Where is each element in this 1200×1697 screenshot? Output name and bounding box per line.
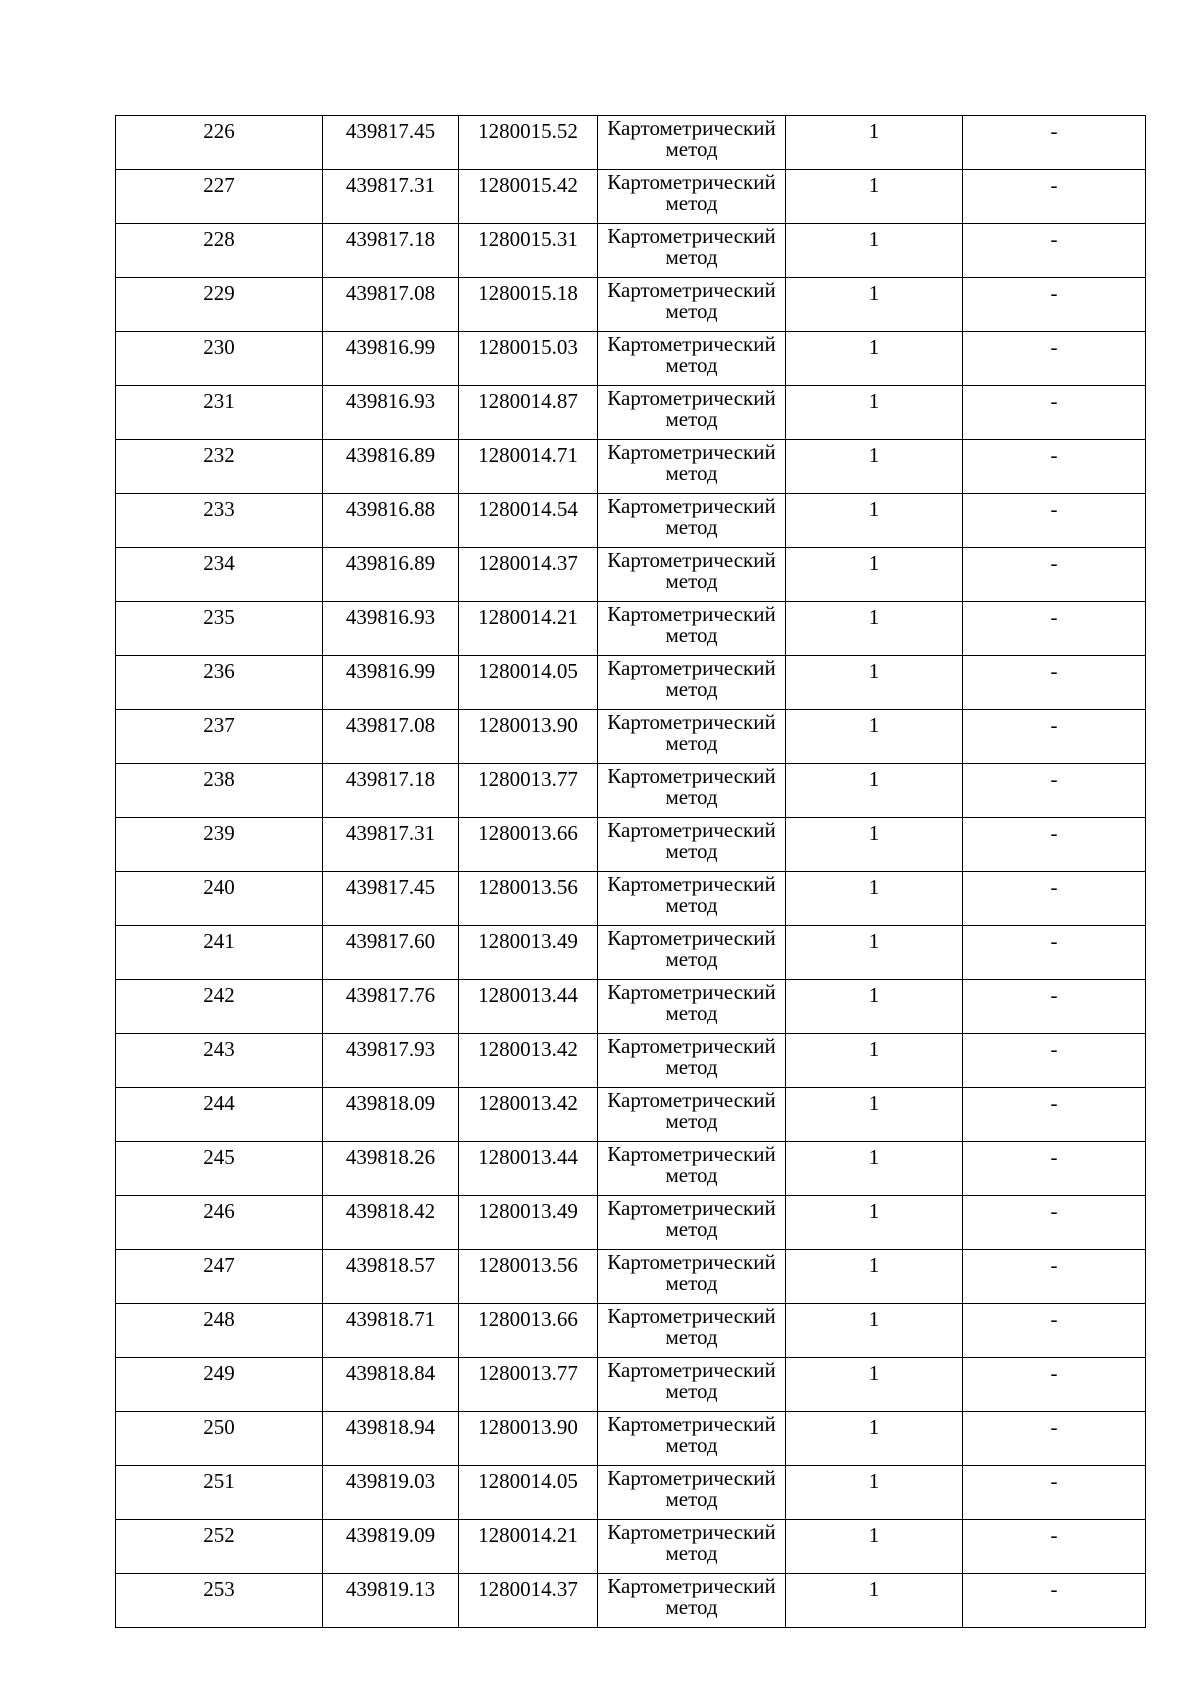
accuracy-cell: 1 [786, 1574, 963, 1628]
x-coordinate-cell: 439816.99 [323, 332, 459, 386]
note-cell: - [963, 548, 1146, 602]
table-row [116, 1142, 1146, 1196]
x-coordinate-cell: 439818.84 [323, 1358, 459, 1412]
point-number-cell: 244 [116, 1088, 323, 1142]
y-coordinate-cell: 1280015.52 [459, 116, 598, 170]
x-coordinate-cell: 439816.99 [323, 656, 459, 710]
accuracy-cell: 1 [786, 332, 963, 386]
method-cell: Картометрический метод [598, 116, 786, 170]
table-row [116, 1088, 1146, 1142]
y-coordinate-cell: 1280014.05 [459, 656, 598, 710]
point-number-cell: 248 [116, 1304, 323, 1358]
table-row [116, 440, 1146, 494]
note-cell: - [963, 1196, 1146, 1250]
accuracy-cell: 1 [786, 1466, 963, 1520]
y-coordinate-cell: 1280014.87 [459, 386, 598, 440]
point-number-cell: 247 [116, 1250, 323, 1304]
y-coordinate-cell: 1280015.03 [459, 332, 598, 386]
point-number-cell: 231 [116, 386, 323, 440]
x-coordinate-cell: 439817.18 [323, 764, 459, 818]
point-number-cell: 246 [116, 1196, 323, 1250]
note-cell: - [963, 1520, 1146, 1574]
note-cell: - [963, 1304, 1146, 1358]
method-cell: Картометрический метод [598, 818, 786, 872]
accuracy-cell: 1 [786, 1196, 963, 1250]
note-cell: - [963, 332, 1146, 386]
x-coordinate-cell: 439817.31 [323, 818, 459, 872]
y-coordinate-cell: 1280014.37 [459, 1574, 598, 1628]
x-coordinate-cell: 439816.88 [323, 494, 459, 548]
y-coordinate-cell: 1280014.21 [459, 1520, 598, 1574]
x-coordinate-cell: 439819.03 [323, 1466, 459, 1520]
method-cell: Картометрический метод [598, 494, 786, 548]
table-row [116, 1520, 1146, 1574]
method-cell: Картометрический метод [598, 602, 786, 656]
note-cell: - [963, 170, 1146, 224]
x-coordinate-cell: 439817.45 [323, 872, 459, 926]
method-cell: Картометрический метод [598, 278, 786, 332]
accuracy-cell: 1 [786, 440, 963, 494]
y-coordinate-cell: 1280013.56 [459, 872, 598, 926]
method-cell: Картометрический метод [598, 386, 786, 440]
table-row [116, 548, 1146, 602]
table-row [116, 1034, 1146, 1088]
y-coordinate-cell: 1280014.71 [459, 440, 598, 494]
x-coordinate-cell: 439817.76 [323, 980, 459, 1034]
note-cell: - [963, 926, 1146, 980]
accuracy-cell: 1 [786, 818, 963, 872]
method-cell: Картометрический метод [598, 1466, 786, 1520]
accuracy-cell: 1 [786, 1088, 963, 1142]
point-number-cell: 251 [116, 1466, 323, 1520]
table-row [116, 1574, 1146, 1628]
x-coordinate-cell: 439818.94 [323, 1412, 459, 1466]
note-cell: - [963, 440, 1146, 494]
method-cell: Картометрический метод [598, 440, 786, 494]
table-row [116, 1196, 1146, 1250]
x-coordinate-cell: 439816.93 [323, 386, 459, 440]
x-coordinate-cell: 439818.09 [323, 1088, 459, 1142]
method-cell: Картометрический метод [598, 656, 786, 710]
accuracy-cell: 1 [786, 494, 963, 548]
y-coordinate-cell: 1280015.18 [459, 278, 598, 332]
table-row [116, 386, 1146, 440]
x-coordinate-cell: 439816.89 [323, 548, 459, 602]
note-cell: - [963, 1574, 1146, 1628]
note-cell: - [963, 1088, 1146, 1142]
note-cell: - [963, 602, 1146, 656]
table-row [116, 1466, 1146, 1520]
table-row [116, 818, 1146, 872]
accuracy-cell: 1 [786, 1520, 963, 1574]
y-coordinate-cell: 1280014.37 [459, 548, 598, 602]
table-row [116, 1412, 1146, 1466]
method-cell: Картометрический метод [598, 926, 786, 980]
point-number-cell: 235 [116, 602, 323, 656]
y-coordinate-cell: 1280013.49 [459, 1196, 598, 1250]
accuracy-cell: 1 [786, 926, 963, 980]
note-cell: - [963, 386, 1146, 440]
x-coordinate-cell: 439817.08 [323, 278, 459, 332]
note-cell: - [963, 710, 1146, 764]
method-cell: Картометрический метод [598, 980, 786, 1034]
accuracy-cell: 1 [786, 1034, 963, 1088]
table-row [116, 116, 1146, 170]
accuracy-cell: 1 [786, 656, 963, 710]
y-coordinate-cell: 1280013.49 [459, 926, 598, 980]
method-cell: Картометрический метод [598, 1520, 786, 1574]
note-cell: - [963, 1412, 1146, 1466]
coordinates-table [115, 115, 1146, 1628]
note-cell: - [963, 1142, 1146, 1196]
accuracy-cell: 1 [786, 980, 963, 1034]
table-row [116, 926, 1146, 980]
point-number-cell: 242 [116, 980, 323, 1034]
x-coordinate-cell: 439816.89 [323, 440, 459, 494]
y-coordinate-cell: 1280013.66 [459, 1304, 598, 1358]
y-coordinate-cell: 1280013.56 [459, 1250, 598, 1304]
table-row [116, 494, 1146, 548]
method-cell: Картометрический метод [598, 1250, 786, 1304]
coordinates-table-body [116, 116, 1146, 1628]
point-number-cell: 230 [116, 332, 323, 386]
point-number-cell: 233 [116, 494, 323, 548]
table-row [116, 602, 1146, 656]
y-coordinate-cell: 1280013.42 [459, 1034, 598, 1088]
accuracy-cell: 1 [786, 548, 963, 602]
y-coordinate-cell: 1280013.90 [459, 710, 598, 764]
method-cell: Картометрический метод [598, 548, 786, 602]
accuracy-cell: 1 [786, 386, 963, 440]
x-coordinate-cell: 439818.26 [323, 1142, 459, 1196]
x-coordinate-cell: 439817.18 [323, 224, 459, 278]
accuracy-cell: 1 [786, 710, 963, 764]
x-coordinate-cell: 439816.93 [323, 602, 459, 656]
point-number-cell: 253 [116, 1574, 323, 1628]
x-coordinate-cell: 439819.13 [323, 1574, 459, 1628]
point-number-cell: 252 [116, 1520, 323, 1574]
method-cell: Картометрический метод [598, 170, 786, 224]
point-number-cell: 226 [116, 116, 323, 170]
x-coordinate-cell: 439818.57 [323, 1250, 459, 1304]
x-coordinate-cell: 439817.60 [323, 926, 459, 980]
note-cell: - [963, 764, 1146, 818]
table-row [116, 1304, 1146, 1358]
accuracy-cell: 1 [786, 764, 963, 818]
point-number-cell: 228 [116, 224, 323, 278]
table-row [116, 656, 1146, 710]
accuracy-cell: 1 [786, 1250, 963, 1304]
x-coordinate-cell: 439818.71 [323, 1304, 459, 1358]
table-row [116, 332, 1146, 386]
x-coordinate-cell: 439819.09 [323, 1520, 459, 1574]
method-cell: Картометрический метод [598, 1574, 786, 1628]
method-cell: Картометрический метод [598, 1304, 786, 1358]
note-cell: - [963, 872, 1146, 926]
method-cell: Картометрический метод [598, 1196, 786, 1250]
x-coordinate-cell: 439817.31 [323, 170, 459, 224]
note-cell: - [963, 980, 1146, 1034]
method-cell: Картометрический метод [598, 1412, 786, 1466]
note-cell: - [963, 224, 1146, 278]
point-number-cell: 241 [116, 926, 323, 980]
y-coordinate-cell: 1280013.66 [459, 818, 598, 872]
x-coordinate-cell: 439818.42 [323, 1196, 459, 1250]
y-coordinate-cell: 1280013.77 [459, 764, 598, 818]
note-cell: - [963, 656, 1146, 710]
y-coordinate-cell: 1280014.21 [459, 602, 598, 656]
table-row [116, 764, 1146, 818]
y-coordinate-cell: 1280015.42 [459, 170, 598, 224]
accuracy-cell: 1 [786, 1358, 963, 1412]
point-number-cell: 250 [116, 1412, 323, 1466]
note-cell: - [963, 1358, 1146, 1412]
y-coordinate-cell: 1280013.44 [459, 1142, 598, 1196]
table-row [116, 980, 1146, 1034]
point-number-cell: 236 [116, 656, 323, 710]
point-number-cell: 239 [116, 818, 323, 872]
point-number-cell: 245 [116, 1142, 323, 1196]
point-number-cell: 232 [116, 440, 323, 494]
y-coordinate-cell: 1280013.77 [459, 1358, 598, 1412]
accuracy-cell: 1 [786, 170, 963, 224]
method-cell: Картометрический метод [598, 224, 786, 278]
accuracy-cell: 1 [786, 224, 963, 278]
point-number-cell: 227 [116, 170, 323, 224]
note-cell: - [963, 278, 1146, 332]
point-number-cell: 240 [116, 872, 323, 926]
note-cell: - [963, 1250, 1146, 1304]
method-cell: Картометрический метод [598, 1142, 786, 1196]
y-coordinate-cell: 1280013.42 [459, 1088, 598, 1142]
point-number-cell: 237 [116, 710, 323, 764]
point-number-cell: 229 [116, 278, 323, 332]
method-cell: Картометрический метод [598, 1358, 786, 1412]
note-cell: - [963, 1466, 1146, 1520]
y-coordinate-cell: 1280013.44 [459, 980, 598, 1034]
point-number-cell: 234 [116, 548, 323, 602]
note-cell: - [963, 116, 1146, 170]
table-row [116, 872, 1146, 926]
accuracy-cell: 1 [786, 116, 963, 170]
y-coordinate-cell: 1280015.31 [459, 224, 598, 278]
note-cell: - [963, 494, 1146, 548]
point-number-cell: 243 [116, 1034, 323, 1088]
accuracy-cell: 1 [786, 872, 963, 926]
table-row [116, 278, 1146, 332]
accuracy-cell: 1 [786, 1412, 963, 1466]
note-cell: - [963, 1034, 1146, 1088]
method-cell: Картометрический метод [598, 1088, 786, 1142]
method-cell: Картометрический метод [598, 872, 786, 926]
table-row [116, 1358, 1146, 1412]
point-number-cell: 249 [116, 1358, 323, 1412]
method-cell: Картометрический метод [598, 1034, 786, 1088]
table-row [116, 1250, 1146, 1304]
accuracy-cell: 1 [786, 278, 963, 332]
table-row [116, 710, 1146, 764]
method-cell: Картометрический метод [598, 332, 786, 386]
accuracy-cell: 1 [786, 1142, 963, 1196]
x-coordinate-cell: 439817.08 [323, 710, 459, 764]
accuracy-cell: 1 [786, 1304, 963, 1358]
point-number-cell: 238 [116, 764, 323, 818]
x-coordinate-cell: 439817.93 [323, 1034, 459, 1088]
y-coordinate-cell: 1280013.90 [459, 1412, 598, 1466]
y-coordinate-cell: 1280014.05 [459, 1466, 598, 1520]
method-cell: Картометрический метод [598, 764, 786, 818]
table-row [116, 170, 1146, 224]
note-cell: - [963, 818, 1146, 872]
x-coordinate-cell: 439817.45 [323, 116, 459, 170]
method-cell: Картометрический метод [598, 710, 786, 764]
accuracy-cell: 1 [786, 602, 963, 656]
table-row [116, 224, 1146, 278]
y-coordinate-cell: 1280014.54 [459, 494, 598, 548]
